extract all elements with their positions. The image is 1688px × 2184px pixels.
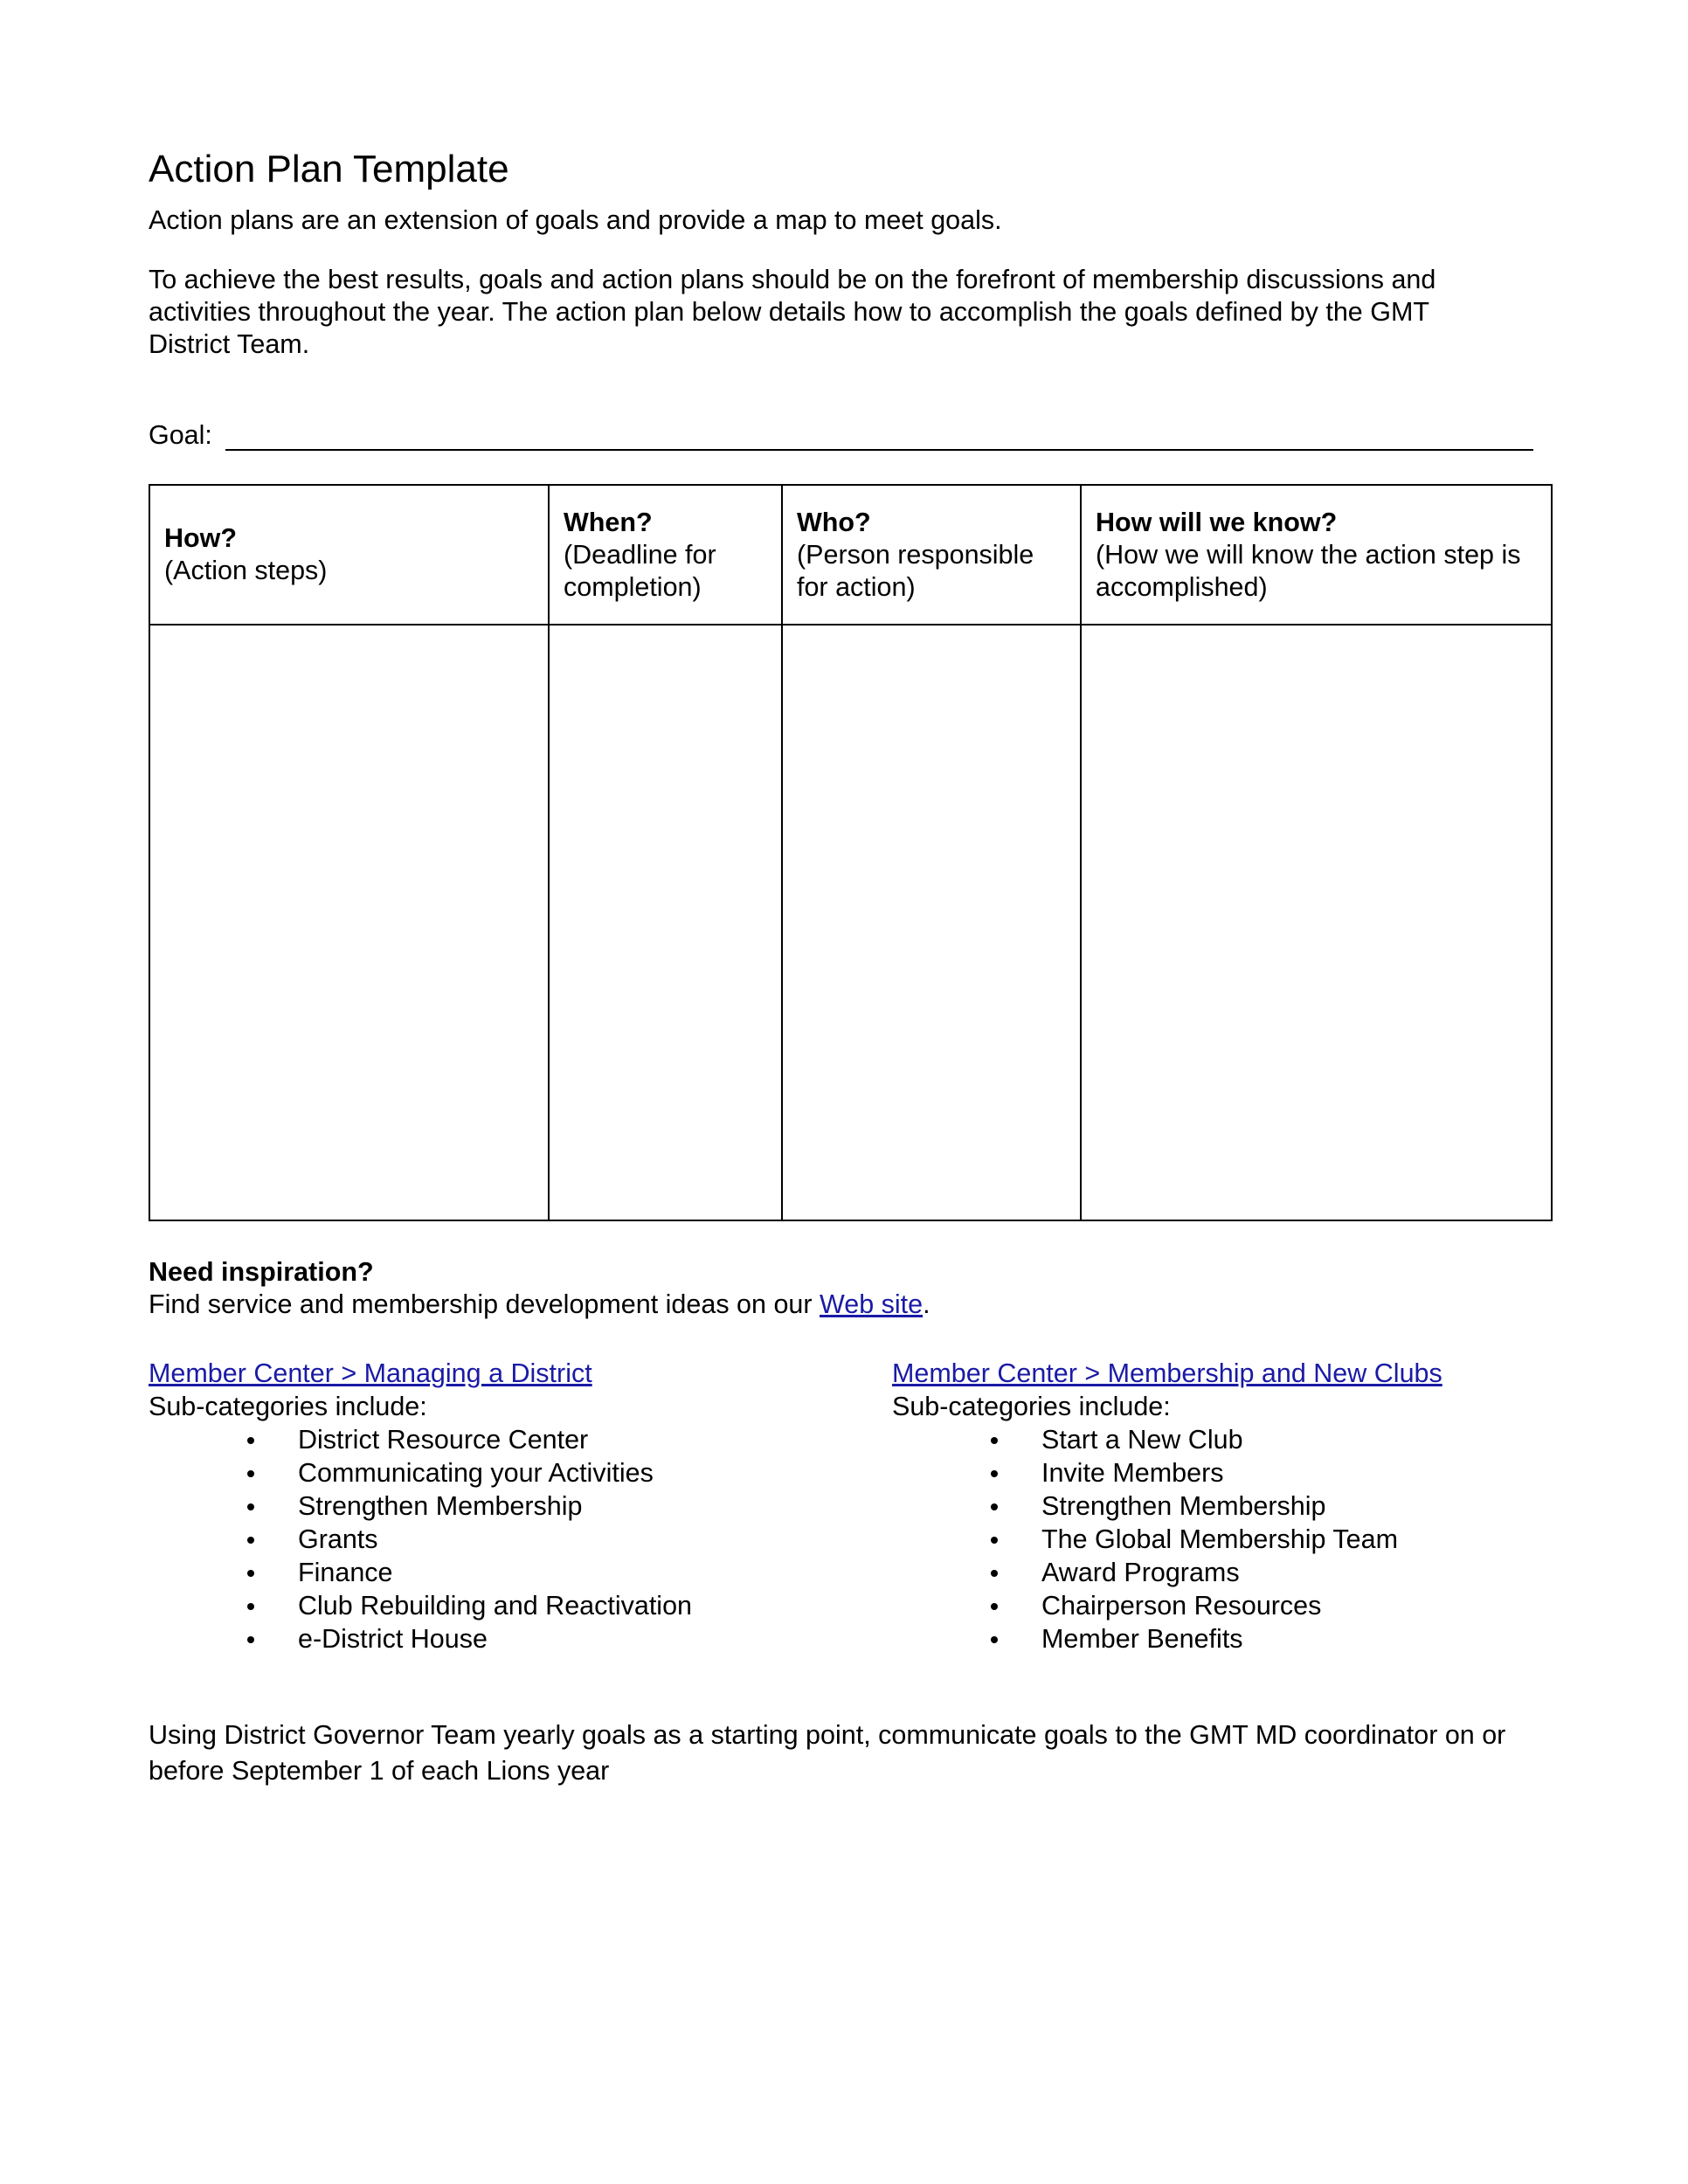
list-item: Invite Members xyxy=(892,1456,1442,1489)
header-how xyxy=(149,485,549,625)
managing-district-section xyxy=(149,1357,692,1655)
header-when-title: When? xyxy=(564,507,653,537)
bullet-icon xyxy=(247,1603,254,1610)
list-item: Strengthen Membership xyxy=(892,1489,1442,1523)
footer-text: Using District Governor Team yearly goals as a starting point, communicate goals to the GMT MD coordinator on or before September 1 of each Lions year xyxy=(149,1720,1506,1786)
bullet-icon xyxy=(991,1537,998,1544)
membership-new-clubs-list xyxy=(892,1423,1442,1655)
bullet-icon xyxy=(247,1570,254,1577)
list-item: Club Rebuilding and Reactivation xyxy=(149,1589,692,1622)
header-who xyxy=(782,485,1081,625)
bullet-icon xyxy=(991,1570,998,1577)
web-site-link[interactable]: Web site xyxy=(820,1289,924,1319)
header-how-subtitle: (Action steps) xyxy=(164,556,328,585)
inspiration-heading: Need inspiration? xyxy=(149,1257,374,1287)
list-item: Communicating your Activities xyxy=(149,1456,692,1489)
bullet-icon xyxy=(247,1636,254,1643)
header-who-title: Who? xyxy=(797,507,871,537)
inspiration-text xyxy=(149,1289,930,1321)
page-title: Action Plan Template xyxy=(149,148,509,190)
bullet-icon xyxy=(991,1503,998,1510)
cell-when[interactable] xyxy=(549,625,782,1220)
list-item: Start a New Club xyxy=(892,1423,1442,1456)
intro-text: Action plans are an extension of goals and provide a map to meet goals. xyxy=(149,205,1002,235)
inspiration-text-before: Find service and membership development ideas on our xyxy=(149,1289,820,1319)
managing-district-subtitle: Sub-categories include: xyxy=(149,1392,427,1421)
table-row xyxy=(149,625,1552,1220)
membership-new-clubs-section xyxy=(892,1357,1442,1655)
bullet-icon xyxy=(247,1470,254,1477)
action-plan-table xyxy=(149,484,1553,1221)
header-when-subtitle: (Deadline for completion) xyxy=(564,539,716,602)
bullet-icon xyxy=(991,1636,998,1643)
header-how-will-we-know-title: How will we know? xyxy=(1096,507,1338,537)
list-item: Member Benefits xyxy=(892,1622,1442,1655)
bullet-icon xyxy=(247,1503,254,1510)
list-item: Grants xyxy=(149,1523,692,1556)
membership-new-clubs-link[interactable]: Member Center > Membership and New Clubs xyxy=(892,1358,1442,1388)
bullet-icon xyxy=(247,1437,254,1444)
list-item: Strengthen Membership xyxy=(149,1489,692,1523)
cell-how[interactable] xyxy=(149,625,549,1220)
header-how-will-we-know xyxy=(1081,485,1552,625)
list-item: District Resource Center xyxy=(149,1423,692,1456)
table-header-row xyxy=(149,485,1552,625)
list-item: The Global Membership Team xyxy=(892,1523,1442,1556)
bullet-icon xyxy=(991,1470,998,1477)
goal-label: Goal: xyxy=(149,420,212,450)
inspiration-text-after: . xyxy=(923,1289,930,1319)
cell-how-will-we-know[interactable] xyxy=(1081,625,1552,1220)
list-item: Finance xyxy=(149,1556,692,1589)
header-when xyxy=(549,485,782,625)
description-paragraph: To achieve the best results, goals and action plans should be on the forefront of membership discussions and activities throughout the year. The action plan below details how to accomplish the goals defined by the GMT District Team. xyxy=(149,265,1436,359)
header-how-will-we-know-subtitle: (How we will know the action step is accomplished) xyxy=(1096,539,1521,602)
bullet-icon xyxy=(991,1603,998,1610)
list-item: Chairperson Resources xyxy=(892,1589,1442,1622)
managing-district-link[interactable]: Member Center > Managing a District xyxy=(149,1358,592,1388)
goal-input-line[interactable] xyxy=(225,449,1533,451)
bullet-icon xyxy=(991,1437,998,1444)
cell-who[interactable] xyxy=(782,625,1081,1220)
managing-district-list xyxy=(149,1423,692,1655)
list-item: Award Programs xyxy=(892,1556,1442,1589)
header-how-title: How? xyxy=(164,523,238,553)
membership-new-clubs-subtitle: Sub-categories include: xyxy=(892,1392,1171,1421)
header-who-subtitle: (Person responsible for action) xyxy=(797,539,1034,602)
list-item: e-District House xyxy=(149,1622,692,1655)
bullet-icon xyxy=(247,1537,254,1544)
